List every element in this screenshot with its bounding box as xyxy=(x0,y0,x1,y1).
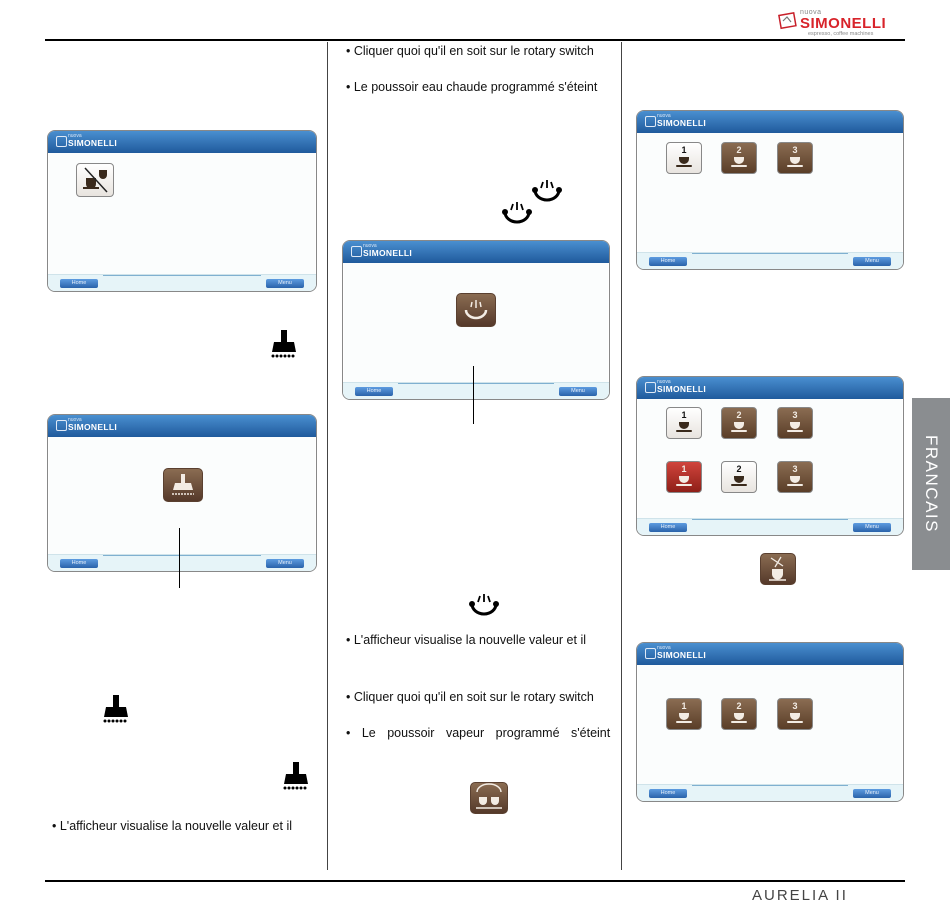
no-coffee-icon xyxy=(76,163,114,197)
menu-button[interactable]: Menu xyxy=(853,789,891,798)
display-screen-5 xyxy=(636,376,904,536)
brush-icon xyxy=(270,330,298,360)
footer-rule xyxy=(45,880,905,882)
instruction-text: • Cliquer quoi qu'il en soit sur le rotary switch xyxy=(346,690,594,704)
screen-footer xyxy=(343,382,609,399)
dose-tile-3[interactable]: 3 xyxy=(777,407,813,439)
screen-nuova: nuova xyxy=(657,113,671,119)
screen-footer xyxy=(637,518,903,535)
home-button[interactable]: Home xyxy=(60,279,98,288)
dose-tile-2[interactable]: 2 xyxy=(721,142,757,174)
dose-tile-1[interactable]: 1 xyxy=(666,698,702,730)
steam-icon xyxy=(456,293,496,327)
home-button[interactable]: Home xyxy=(60,559,98,568)
screen-header xyxy=(637,111,903,133)
brand-name: SIMONELLI xyxy=(800,15,887,32)
menu-button[interactable]: Menu xyxy=(853,523,891,532)
column-divider-1 xyxy=(327,42,328,870)
display-screen-1 xyxy=(47,130,317,292)
brand-nuova: nuova xyxy=(800,9,822,16)
instruction-text: • L'afficheur visualise la nouvelle valeur et il xyxy=(52,819,292,833)
screen-header xyxy=(48,131,316,153)
screen-logo-icon xyxy=(56,136,67,147)
instruction-text: • Le poussoir vapeur programmé s'éteint xyxy=(346,726,611,740)
screen-brand: SIMONELLI xyxy=(657,650,706,660)
dose-tile-2[interactable]: 2 xyxy=(721,461,757,493)
callout-line-1 xyxy=(179,528,180,588)
header-rule xyxy=(45,39,905,41)
display-screen-6 xyxy=(636,642,904,802)
screen-brand: SIMONELLI xyxy=(363,248,412,258)
dose-tile-3[interactable]: 3 xyxy=(777,698,813,730)
display-screen-4 xyxy=(636,110,904,270)
model-name: AURELIA II xyxy=(752,887,848,904)
column-divider-2 xyxy=(621,42,622,870)
display-screen-3 xyxy=(342,240,610,400)
language-tab xyxy=(912,398,950,570)
screen-nuova: nuova xyxy=(657,645,671,651)
home-button[interactable]: Home xyxy=(649,523,687,532)
screen-logo-icon xyxy=(351,246,362,257)
cups-program-icon xyxy=(470,782,508,814)
screen-footer xyxy=(637,252,903,269)
screen-brand: SIMONELLI xyxy=(657,118,706,128)
callout-line-2 xyxy=(473,366,474,424)
dose-tile-2[interactable]: 2 xyxy=(721,698,757,730)
steam-icon xyxy=(530,178,564,206)
screen-header xyxy=(637,643,903,665)
screen-nuova: nuova xyxy=(68,417,82,423)
dose-tile-2[interactable]: 2 xyxy=(721,407,757,439)
home-button[interactable]: Home xyxy=(649,257,687,266)
screen-header xyxy=(343,241,609,263)
brush-program-icon xyxy=(163,468,203,502)
brush-icon xyxy=(282,762,310,792)
home-button[interactable]: Home xyxy=(649,789,687,798)
instruction-text: • L'afficheur visualise la nouvelle valeur et il xyxy=(346,633,586,647)
language-label: FRANCAIS xyxy=(922,435,941,533)
brand-logo xyxy=(778,8,908,36)
screen-logo-icon xyxy=(645,382,656,393)
dose-tile-1-selected[interactable]: 1 xyxy=(666,461,702,493)
screen-logo-icon xyxy=(645,116,656,127)
menu-button[interactable]: Menu xyxy=(559,387,597,396)
instruction-text: • Le poussoir eau chaude programmé s'éteint xyxy=(346,80,598,94)
display-screen-2 xyxy=(47,414,317,572)
screen-brand: SIMONELLI xyxy=(657,384,706,394)
screen-footer xyxy=(637,784,903,801)
screen-header xyxy=(637,377,903,399)
steam-icon xyxy=(500,200,534,228)
dose-tile-3[interactable]: 3 xyxy=(777,461,813,493)
menu-button[interactable]: Menu xyxy=(266,279,304,288)
screen-brand: SIMONELLI xyxy=(68,422,117,432)
screen-footer xyxy=(48,274,316,291)
brush-icon xyxy=(102,695,130,725)
cup-settings-icon xyxy=(760,553,796,585)
menu-button[interactable]: Menu xyxy=(853,257,891,266)
screen-logo-icon xyxy=(645,648,656,659)
screen-nuova: nuova xyxy=(657,379,671,385)
brand-tagline: espresso, coffee machines xyxy=(808,31,874,37)
screen-footer xyxy=(48,554,316,571)
screen-nuova: nuova xyxy=(363,243,377,249)
screen-logo-icon xyxy=(56,420,67,431)
screen-nuova: nuova xyxy=(68,133,82,139)
logo-mark-icon xyxy=(778,11,798,31)
dose-tile-1[interactable]: 1 xyxy=(666,407,702,439)
menu-button[interactable]: Menu xyxy=(266,559,304,568)
screen-header xyxy=(48,415,316,437)
instruction-text: • Cliquer quoi qu'il en soit sur le rotary switch xyxy=(346,44,594,58)
dose-tile-3[interactable]: 3 xyxy=(777,142,813,174)
home-button[interactable]: Home xyxy=(355,387,393,396)
dose-tile-1[interactable]: 1 xyxy=(666,142,702,174)
screen-brand: SIMONELLI xyxy=(68,138,117,148)
steam-icon xyxy=(467,592,501,620)
